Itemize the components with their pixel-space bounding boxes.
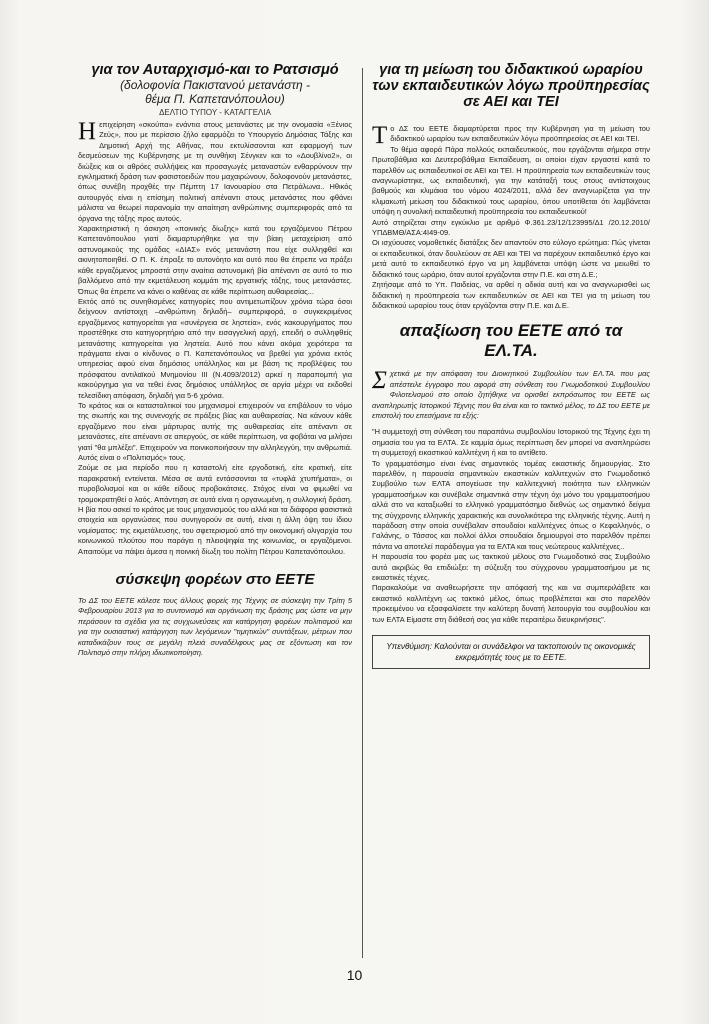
press-release-label: ΔΕΛΤΙΟ ΤΥΠΟΥ - ΚΑΤΑΓΓΕΛΙΑ: [159, 108, 271, 117]
column-divider: [362, 68, 363, 958]
paragraph: [372, 369, 650, 421]
dropcap-letter: Τ: [372, 122, 388, 149]
article-body-meeting: [78, 596, 352, 658]
paragraph: [372, 122, 650, 149]
paragraph-text: ο ΔΣ του ΕΕΤΕ διαμαρτύρεται προς την Κυβέρνηση για τη μείωση του διδακτικού ωραρίου των εκπαιδευτικών λόγω προϋπηρεσίας σε ΑΕΙ και ΤΕΙ.: [390, 124, 650, 144]
paragraph: Το ΔΣ του ΕΕΤΕ κάλεσε τους άλλους φορείς της Τέχνης σε σύσκεψη την Τρίτη 5 Φεβρουαρίου 2013 για το συντονισμό και οργάνωση της δράσης μας ώστε να μην περάσουν τα σχέδια για τις συγχωνεύσεις και κατάργηση φορέων πολιτισμού και για την ουσιαστική κατάργηση των λεγόμενων "τιμητικών" συντάξεων, μέτρων που καταδικάζουν τους σε μεγάλη πλειά συναδέλφους μας σε εξόντωση και τον Πολιτισμό στην πλήρη ιδιωτικοποίηση.: [78, 596, 352, 658]
paragraph: Το κράτος και οι κατασταλτικοί του μηχανισμοί επιχειρούν να επιβάλουν το νόμο της σιωπής και της συνενοχής σε πράξεις βίας και αυθαιρεσίας. Να κάνουν κάθε εργαζόμενο που είναι μάρτυρας αυτής της αυθαιρεσίας είτε απέναντι σε μετανάστες, είτε απέναντι σε απεργούς, σε κάθε περίπτωση, να φοβάται να μιλήσει γιατί "θα μπλέξει". Επιχειρούν να ποινικοποιήσουν την αλληλεγγύη, την ανθρωπιά. Αυτός είναι ο «Πολιτισμός» τους.: [78, 400, 352, 462]
article-body-authoritarianism: [78, 120, 352, 557]
quoted-paragraph: Παρακαλούμε να αναθεωρήσετε την απόφασή της και να συμπεριλάβετε και εικαστικό καλλιτέχνη ως τακτικό μέλος, όπως προβλέπεται και στο παρελθόν προκειμένου να εξασφαλίσετε την καλύτερη δυνατή λειτουργία του συμβουλίου και των ΕΛΤΑ Είμαστε στη διάθεσή σας για κάθε περαιτέρω διευκρινήσεις".: [372, 583, 650, 624]
article-title-teaching-hours-line3: σε ΑΕΙ και ΤΕΙ: [463, 94, 559, 110]
paragraph-text: χετικά με την απόφαση του Διοικητικού Συμβουλίου των ΕΛ.ΤΑ. που μας απέστειλε έγγραφο που αφορά στη σύνθεση του Γνωμοδοτικού Συμβουλίου Φιλοτελισμού στο οποίο ζητήθηκε να ορισθεί εκπρόσωπος του ΕΕΤΕ ως αναπληρωτής Ιστορικού Τέχνης που θα είναι και το τακτικό μέλος, το ΔΣ του ΕΕΤΕ με επιστολή του επεσήμανε τα εξής:: [372, 369, 650, 420]
paragraph: Εκτός από τις συνηθισμένες κατηγορίες που αντιμετωπίζουν χρόνια τώρα όσοι δείχνουν αντίστοιχη –ανθρώπινη δηλαδή– συμπεριφορά, ο συγκεκριμένος εργαζόμενος κατηγορείται για «συνέργεια σε ληστεία», ενός κακουργήματος που προστέθηκε στο κατηγορητήριο από την εισαγγελική αρχή, επειδή ο συλληφθείς μετανάστης κατηγορείται για ληστεία. Αυτό που κάνει ακόμα χειρότερα τα πράγματα είναι ο κίνδυνος ο Π. Καπετανόπουλος να βρεθεί για χρόνια εκτός υπηρεσίας αφού είναι δημόσιος υπάλληλος και με βάση τις προβλέψεις του πρόσφατου αντιλαϊκού Μνημονίου ΙΙΙ (Ν.4093/2012) αρκεί η παραπομπή για κακούργημα για να τεθεί ένας δημόσιος υπάλληλος σε αργία μέχρι να εκδοθεί τελεσίδικη απόφαση, δηλαδή για 5-6 χρόνια.: [78, 296, 352, 400]
article-title-meeting: σύσκεψη φορέων στο ΕΕΤΕ: [115, 571, 315, 589]
paragraph-text: επιχείρηση «σκούπα» ενάντια στους μετανάστες με την ονομασία «Ξένιος Ζεύς», που με περίσσιο ζήλο εφαρμόζει το Υπουργείο Δημόσιας Τάξης και Δημοτική Αρχή της Αθήνας, που εκτυλίσσονται κατ εφαρμογή των δεσμεύσεων της Κυβέρνησης με τη συνθήκη Σένγκεν και το «Δουβλίνο2», οι διώξεις και οι αθρόες συλλήψεις και προσαγωγές μεταναστών ενθαρρύνουν την εγκληματική δράση των φασιστοειδών που μαχαιρώνουν, δολοφονούν μετανάστες, όπως συνέβη προχθές την Πέμπτη 17 Ιανουαρίου στα Πετράλωνα.. Ηθικός αυτουργός είναι η επίσημη πολιτική απέναντι στους μετανάστες που φθάνει μάλιστα να θεωρεί παρανομία την απαίτηση ανθρώπινης συμπεριφοράς από τα όργανα της τάξης προς αυτούς.: [78, 120, 352, 223]
paragraph: Ζητήσαμε από το Υπ. Παιδείας, να αρθεί η αδικία αυτή και να αναγνωρισθεί ως διδακτική η προϋπηρεσία των εκπαιδευτικών σε ΑΕΙ και ΤΕΙ για τη μείωση του διδακτικού ωραρίου τους όταν εργάζονται στην Π.Ε. και Δ.Ε.: [372, 280, 650, 310]
paragraph: Χαρακτηριστική η άσκηση «ποινικής δίωξης» κατά του εργαζόμενου Πέτρου Καπετανόπουλου γιατί διαμαρτυρήθηκε για την βίαιη μεταχείριση από αστυνομικούς της ομάδας «ΔΙΑΣ» ενός μετανάστη που είχε συλληφθεί και ακινητοποιηθεί. Ο Π. Κ. έπραξε το αυτονόητο και αυτό που θα έπρεπε να πράξει κάθε εργαζόμενος μπροστά στην αναίτια αστυνομική βία απέναντι σε αυτό το πιο βαλλόμενο από την εκμετάλευση κομμάτι της εργατικής τάξης, τους μετανάστες. Όπως θα έπρεπε να κάνει ο καθένας σε κάθε περίπτωση αυθαιρεσίας...: [78, 224, 352, 296]
paragraph: Αυτό στηρίζεται στην εγκύκλιο με αριθμό Φ.361.23/12/123995/Δ1 /20.12.2010/ ΥΠΔΒΜΘ/ΑΣΑ:4Ι49-09.: [372, 217, 650, 238]
paragraph: Οι ισχύουσες νομοθετικές διατάξεις δεν απαντούν στο εύλογο ερώτημα: Πώς γίνεται οι εκπαιδευτικοί, όταν δουλεύουν σε ΑΕΙ και ΤΕΙ να παρέχουν εκπαιδευτικό έργο και μετά αυτό το εκπαιδευτικό έργο να μη λαμβάνεται υπόψη ώστε να μειωθεί το διδακτικό τους ωράριο, όταν αυτοί εργάζονται στην Π.Ε. και στη Δ.Ε.;: [372, 238, 650, 279]
right-column: [372, 62, 650, 669]
left-column: [78, 62, 352, 659]
article-subtitle-line1: (δολοφονία Πακιστανού μετανάστη -: [120, 78, 310, 92]
article-body-elta: [372, 369, 650, 625]
quoted-paragraph: Η παρουσία του φορέα μας ως τακτικού μέλους στο Γνωμοδοτικό σας Συμβούλιο αυτό ακριβώς θα επιδιώξει: τη σύζευξη του σύγχρονου γραμματοσήμου με τις εικαστικές τέχνες.: [372, 552, 650, 583]
article-title-authoritarianism: για τον Αυταρχισμό-και το Ρατσισμό: [91, 62, 339, 78]
article-title-teaching-hours-line1: για τη μείωση του διδακτικού ωραρίου: [379, 62, 643, 78]
dropcap-letter: Η: [78, 118, 97, 145]
dropcap-letter: Σ: [372, 367, 387, 395]
page-number: 10: [346, 967, 363, 983]
paragraph: Ζούμε σε μια περίοδο που η καταστολή είτε εργοδοτική, είτε κρατική, είτε παρακρατική εντείνεται. Μέσα σε αυτά εντάσσονται τα «τυφλά χτυπήματα», οι πυροβολισμοί και οι κάθε είδους προβοκάτσιες. Στόχος είναι να φιμωθεί να τρομοκρατηθεί ο λαός. Απάντηση σε αυτά είναι η οργανωμένη, η συλλογική δράση. Η βία που ασκεί το κράτος με τους μηχανισμούς του αλλά και τα διάφορα φασιστικά στοιχεία και οργανώσεις που συνηγορούν σε αυτή, είναι η άλλη όψη του ίδιου νομίσματος: της εκμετάλευσης, του σφετερισμού από την οικονομική ολιγαρχία του κοινωνικού πλούτου που παράγει η πλειοψηφία της κοινωνίας, οι εργαζόμενοι. Απαιτούμε να πάψει άμεσα η ποινική δίωξη του πολίτη Πέτρου Καπετανόπουλου.: [78, 463, 352, 556]
article-title-teaching-hours-line2: των εκπαιδευτικών λόγω προϋπηρεσίας: [372, 78, 650, 94]
article-subtitle-line2: θέμα Π. Καπετανόπουλου): [145, 92, 285, 106]
paragraph: Το θέμα αφορά Πάρα πολλούς εκπαιδευτικούς, που εργάζονται σήμερα στην Πρωτοβάθμια και Δευτεροβάθμια Εκπαίδευση, οι οποίοι είχαν εργαστεί κατά το παρελθόν ως εκπαιδευτικοί σε ΑΕΙ και ΤΕΙ. Η προϋπηρεσία των εκπαιδευτικών τους αναγνωρίστηκε, ως εκπαιδευτική, για την κατάταξή τους στους αντίστοιχους βαθμούς και κλιμάκια του νόμου 4024/2011, αλλά δεν αναγνωρίζεται για την κλιμακωτή μείωση του διδακτικού τους ωραρίου, όπου υποτίθεται ότι λαμβάνεται υπόψη η συνολική εκπαιδευτική προϋπηρεσία του εκπαιδευτικού!: [372, 144, 650, 217]
quoted-paragraph: Το γραμματόσημο είναι ένας σημαντικός τομέας εικαστικής δημιουργίας. Στο παρελθόν, η παρουσία σημαντικών εικαστικών καλλιτεχνών στο Γνωμοδοτικό Συμβούλιο των ΕΛΤΑ απογείωσε την καλλιτεχνική ποιότητα των ελληνικών γραμματοσήμων και συνέβαλε σημαντικά στην τέχνη όχι μόνο του γραμματοσήμου αλλά στο να καταξιωθεί το ελληνικό γραμματόσημο διεθνώς ως σημαντικό δείγμα της σύγχρονης ελληνικής χαρακτικής και συνολικότερα της ελληνικής τέχνης. Αυτή η παράδοση στην οποία συνέβαλαν σπουδαίοι καλλιτέχνες όπως ο Κεφαλληνός, ο Γαλάνης, ο Τάσσος και πολλοί άλλοι σπουδαίοι δημιουργοί στο παρελθόν πρέπει πάντα να αποτελεί παράδειγμα για τα ΕΛΤΑ και τους νεώτερους καλλιτέχνες..: [372, 458, 650, 551]
article-body-teaching-hours: [372, 124, 650, 311]
article-title-elta: απαξίωση του ΕΕΤΕ από τα ΕΛ.ΤΑ.: [399, 321, 623, 361]
reminder-box: Υπενθύμιση: Καλούνται οι συνάδελφοι να τακτοποιούν τις οικονομικές εκκρεμότητές τους με το ΕΕΤΕ.: [372, 635, 650, 669]
quoted-paragraph: "Η συμμετοχή στη σύνθεση του παραπάνω συμβουλίου Ιστορικού της Τέχνης έχει τη σημασία του για τα ΕΛΤΑ. Σε καμμία όμως περίπτωση δεν μπορεί να αναπληρώσει τη συμμετοχή εικαστικού καλλιτέχνη ή και το αντίθετο.: [372, 427, 650, 458]
paragraph: [78, 120, 352, 224]
